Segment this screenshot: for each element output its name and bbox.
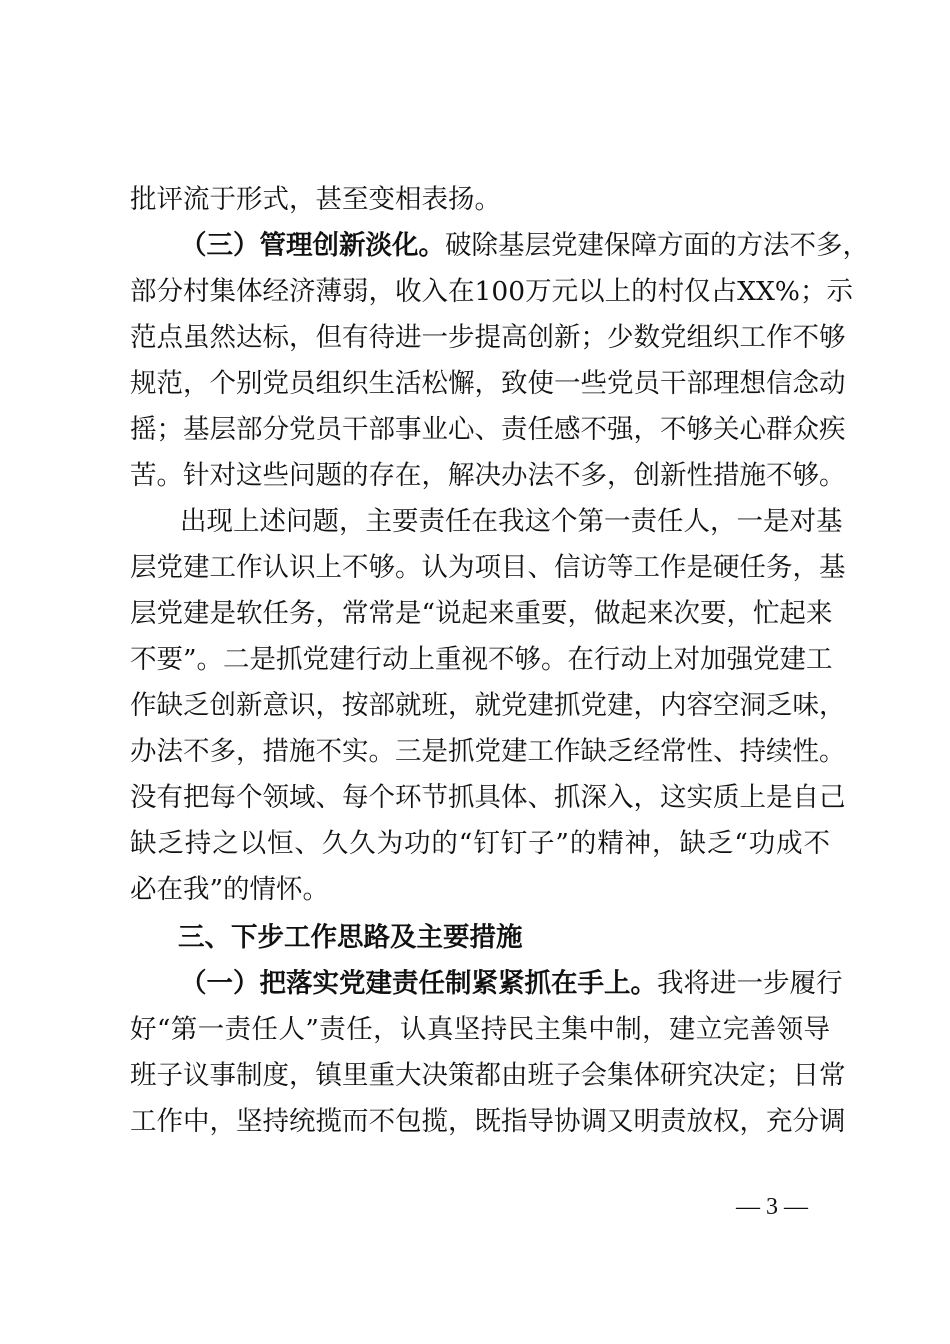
paragraph-line: 工作中，坚持统揽而不包揽，既指导协调又明责放权，充分调 — [130, 1106, 846, 1137]
paragraph-line: 出现上述问题，主要责任在我这个第一责任人，一是对基 — [180, 506, 843, 537]
paragraph-line: 缺乏持之以恒、久久为功的“钉钉子”的精神，缺乏“功成不 — [130, 828, 830, 859]
subsection-lead: （一）把落实党建责任制紧紧抓在手上。 — [180, 968, 657, 999]
paragraph-line: 好“第一责任人”责任，认真坚持民主集中制，建立完善领导 — [130, 1014, 830, 1045]
paragraph-line: 层党建工作认识上不够。认为项目、信访等工作是硬任务，基 — [130, 552, 846, 583]
section-heading: 三、下步工作思路及主要措施 — [178, 922, 523, 953]
paragraph-line: 没有把每个领域、每个环节抓具体、抓深入，这实质上是自己 — [130, 782, 846, 813]
paragraph-line: 批评流于形式，甚至变相表扬。 — [130, 184, 501, 215]
paragraph-line: 摇；基层部分党员干部事业心、责任感不强，不够关心群众疾 — [130, 414, 846, 445]
page-number: — 3 — — [736, 1194, 808, 1220]
paragraph-line — [180, 962, 843, 1006]
paragraph-line: 作缺乏创新意识，按部就班，就党建抓党建，内容空洞乏味， — [130, 690, 846, 721]
subsection-lead: （三）管理创新淡化。 — [180, 230, 445, 261]
paragraph-text: 我将进一步履行 — [657, 968, 843, 999]
paragraph-line: 办法不多，措施不实。三是抓党建工作缺乏经常性、持续性。 — [130, 736, 846, 767]
paragraph-line — [180, 224, 869, 268]
paragraph-text: 破除基层党建保障方面的方法不多， — [445, 230, 869, 261]
paragraph-line: 部分村集体经济薄弱，收入在100万元以上的村仅占XX%；示 — [130, 276, 853, 307]
paragraph-line: 规范，个别党员组织生活松懈，致使一些党员干部理想信念动 — [130, 368, 846, 399]
paragraph-line: 苦。针对这些问题的存在，解决办法不多，创新性措施不够。 — [130, 460, 846, 491]
paragraph-line: 层党建是软任务，常常是“说起来重要，做起来次要，忙起来 — [130, 598, 833, 629]
paragraph-line: 班子议事制度，镇里重大决策都由班子会集体研究决定；日常 — [130, 1060, 846, 1091]
paragraph-line: 必在我”的情怀。 — [130, 874, 330, 905]
paragraph-line: 不要”。二是抓党建行动上重视不够。在行动上对加强党建工 — [130, 644, 833, 675]
paragraph-line: 范点虽然达标，但有待进一步提高创新；少数党组织工作不够 — [130, 322, 846, 353]
